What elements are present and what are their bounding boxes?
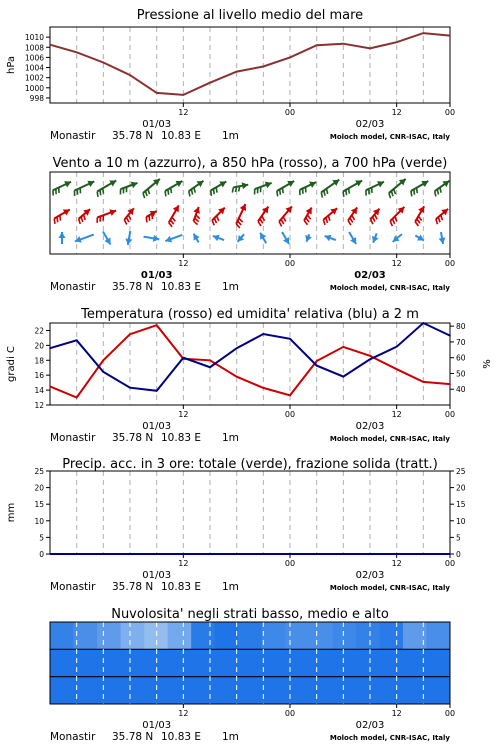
wind-panel bbox=[50, 156, 455, 293]
y-tick-label-right: 60 bbox=[456, 353, 466, 363]
wind-barb bbox=[143, 193, 145, 198]
y-tick-label: 0 bbox=[39, 550, 44, 559]
date-label: 01/03 bbox=[142, 720, 172, 731]
wind-barb bbox=[171, 188, 172, 193]
cloud-cell bbox=[379, 649, 403, 677]
cloud-cell bbox=[285, 677, 309, 705]
cloud-cell bbox=[238, 649, 262, 677]
wind-barb bbox=[217, 216, 219, 221]
humidity-line-point bbox=[263, 333, 265, 335]
wind-barb bbox=[57, 217, 58, 222]
y-tick-label: 1006 bbox=[24, 53, 44, 63]
wind-barb bbox=[260, 219, 263, 224]
y-tick-label-right: 5 bbox=[456, 533, 461, 543]
wind-barb bbox=[211, 191, 212, 196]
cloud-cell bbox=[285, 649, 309, 677]
y-axis-label-right: % bbox=[482, 359, 493, 369]
y-tick-label-right: 40 bbox=[456, 385, 466, 395]
chart-title: Pressione al livello medio del mare bbox=[136, 8, 364, 23]
station-latitude: 35.78 N bbox=[112, 130, 154, 142]
date-label: 02/03 bbox=[355, 119, 385, 130]
model-credit: Moloch model, CNR-ISAC, Italy bbox=[329, 133, 450, 141]
station-name: Monastir bbox=[50, 130, 96, 142]
wind-barb bbox=[232, 187, 233, 192]
cloud-cell bbox=[50, 622, 74, 650]
wind-barb bbox=[196, 215, 200, 219]
wind-barb bbox=[79, 219, 81, 224]
station-latitude: 35.78 N bbox=[112, 281, 154, 293]
x-tick-label: 12 bbox=[178, 259, 189, 268]
station-elevation: 1m bbox=[222, 432, 239, 444]
x-tick-label: 12 bbox=[391, 709, 402, 718]
wind-barb bbox=[97, 192, 98, 197]
wind-barb bbox=[195, 218, 199, 222]
wind-barb bbox=[418, 216, 421, 220]
humidity-line-point bbox=[129, 387, 131, 389]
cloud-cell bbox=[144, 649, 168, 677]
y-tick-label-right: 70 bbox=[456, 337, 466, 347]
cloud-cell bbox=[144, 622, 168, 650]
wind-barb bbox=[84, 215, 86, 220]
temperature-line bbox=[50, 325, 450, 397]
x-tick-label: 00 bbox=[284, 259, 296, 268]
temperature-line-point bbox=[76, 397, 78, 399]
wind-barb bbox=[165, 191, 166, 196]
date-label: 02/03 bbox=[354, 270, 386, 281]
humidity-line-point bbox=[49, 347, 51, 349]
cloud-cell bbox=[238, 622, 262, 650]
wind-barb bbox=[189, 191, 190, 196]
temperature-humidity-panel bbox=[6, 307, 493, 444]
wind-barb bbox=[239, 186, 240, 191]
station-name: Monastir bbox=[50, 432, 96, 444]
temperature-line-point bbox=[316, 360, 318, 362]
wind-barb bbox=[307, 215, 310, 219]
pressure-line-point bbox=[396, 41, 398, 43]
temperature-line-point bbox=[343, 346, 345, 348]
x-tick-label: 00 bbox=[284, 108, 296, 117]
y-tick-label: 22 bbox=[34, 326, 44, 336]
pressure-line-point bbox=[236, 71, 238, 73]
pressure-line-point bbox=[103, 62, 105, 64]
wind-barb bbox=[372, 217, 375, 222]
wind-barb bbox=[323, 220, 325, 225]
y-tick-label: 10 bbox=[34, 516, 44, 526]
x-tick-label: 00 bbox=[284, 709, 296, 718]
x-tick-label: 00 bbox=[284, 559, 296, 568]
wind-barb bbox=[436, 219, 438, 224]
wind-barb bbox=[441, 215, 443, 220]
x-tick-label: 12 bbox=[178, 410, 189, 419]
wind-barb bbox=[238, 221, 242, 225]
humidity-line-point bbox=[209, 366, 211, 368]
y-tick-label: 18 bbox=[34, 356, 44, 366]
temperature-line-point bbox=[129, 333, 131, 335]
wind-barb bbox=[282, 188, 283, 193]
wind-barb bbox=[103, 188, 104, 193]
wind-barb bbox=[348, 221, 351, 226]
temperature-line-point bbox=[369, 355, 371, 357]
cloud-cell bbox=[379, 622, 403, 650]
wind-barb bbox=[390, 221, 392, 226]
cloud-cell bbox=[215, 677, 239, 705]
wind-barb bbox=[417, 219, 420, 223]
station-latitude: 35.78 N bbox=[112, 432, 154, 444]
temperature-line-point bbox=[396, 368, 398, 370]
cloud-cell bbox=[332, 622, 356, 650]
cloud-cell bbox=[144, 677, 168, 705]
cloud-cell bbox=[426, 649, 450, 677]
wind-barb bbox=[277, 191, 278, 196]
cloud-cell bbox=[50, 677, 74, 705]
wind-barb bbox=[258, 221, 261, 226]
wind-barb bbox=[350, 218, 353, 223]
humidity-line-point bbox=[76, 340, 78, 342]
station-longitude: 10.83 E bbox=[161, 731, 202, 743]
cloud-cell bbox=[332, 649, 356, 677]
pressure-line-point bbox=[423, 32, 425, 34]
station-name: Monastir bbox=[50, 581, 96, 593]
wind-barb bbox=[194, 187, 195, 192]
cloud-cell bbox=[262, 622, 286, 650]
y-tick-label-right: 15 bbox=[456, 500, 466, 510]
temperature-line-point bbox=[236, 376, 238, 378]
y-tick-label-right: 50 bbox=[456, 369, 466, 379]
cloud-cell bbox=[168, 622, 192, 650]
wind-barb bbox=[346, 190, 347, 195]
y-tick-label: 1000 bbox=[24, 83, 44, 93]
cloud-cell bbox=[309, 622, 333, 650]
wind-barb bbox=[283, 217, 286, 222]
date-label: 02/03 bbox=[355, 421, 385, 432]
cloud-cell bbox=[309, 649, 333, 677]
date-label: 01/03 bbox=[142, 421, 172, 432]
x-tick-label: 00 bbox=[444, 559, 456, 568]
pressure-line-point bbox=[129, 74, 131, 76]
humidity-line-point bbox=[423, 322, 425, 324]
wind-barb bbox=[343, 192, 344, 197]
temperature-line-point bbox=[423, 381, 425, 383]
cloud-cell bbox=[191, 622, 215, 650]
pressure-line bbox=[50, 33, 450, 95]
station-latitude: 35.78 N bbox=[112, 731, 154, 743]
wind-barb bbox=[440, 187, 441, 192]
temperature-line-point bbox=[103, 359, 105, 361]
wind-barb bbox=[60, 215, 61, 220]
station-longitude: 10.83 E bbox=[161, 130, 202, 142]
humidity-line-point bbox=[156, 390, 158, 392]
date-label: 01/03 bbox=[140, 270, 173, 281]
humidity-line-point bbox=[396, 346, 398, 348]
wind-barb bbox=[370, 219, 373, 224]
x-tick-label: 00 bbox=[444, 709, 456, 718]
chart-title: Vento a 10 m (azzurro), a 850 hPa (rosso), a 700 hPa (verde) bbox=[52, 156, 448, 171]
pressure-line-point bbox=[76, 52, 78, 54]
station-name: Monastir bbox=[50, 731, 96, 743]
wind-barb bbox=[214, 218, 216, 223]
wind-arrow-head bbox=[59, 232, 66, 238]
pressure-line-point bbox=[263, 66, 265, 68]
wind-barb bbox=[352, 215, 355, 220]
precipitation-line-point bbox=[49, 553, 51, 555]
precipitation-panel bbox=[6, 457, 466, 593]
wind-barb bbox=[100, 190, 101, 195]
wind-barb bbox=[170, 220, 173, 224]
date-label: 01/03 bbox=[142, 570, 172, 581]
model-credit: Moloch model, CNR-ISAC, Italy bbox=[329, 284, 450, 292]
y-axis-label: mm bbox=[6, 502, 17, 523]
y-tick-label: 15 bbox=[34, 500, 44, 510]
cloud-cell bbox=[97, 622, 121, 650]
wind-barb bbox=[391, 191, 393, 196]
humidity-line-point bbox=[343, 376, 345, 378]
y-tick-label: 20 bbox=[34, 341, 44, 351]
y-tick-label-right: 80 bbox=[456, 322, 466, 332]
cloud-cell bbox=[426, 677, 450, 705]
wind-barb bbox=[169, 223, 172, 227]
humidity-line-point bbox=[316, 365, 318, 367]
chart-title: Nuvolosita' negli strati basso, medio e alto bbox=[111, 607, 389, 622]
wind-barb bbox=[216, 187, 217, 192]
humidity-line bbox=[50, 323, 450, 391]
date-label: 02/03 bbox=[355, 570, 385, 581]
wind-barb bbox=[414, 189, 415, 194]
station-longitude: 10.83 E bbox=[161, 581, 202, 593]
wind-barb bbox=[321, 192, 322, 197]
pressure-line-point bbox=[183, 94, 185, 96]
cloud-cell bbox=[285, 622, 309, 650]
wind-barb bbox=[149, 215, 150, 220]
y-tick-label-right: 10 bbox=[456, 516, 466, 526]
precipitation-line-point bbox=[449, 553, 451, 555]
x-tick-label: 12 bbox=[391, 559, 402, 568]
cloud-cell bbox=[50, 649, 74, 677]
pressure-panel bbox=[6, 8, 455, 142]
panel-frame bbox=[50, 471, 450, 554]
cloud-cell bbox=[379, 677, 403, 705]
wind-barb bbox=[152, 214, 153, 219]
station-elevation: 1m bbox=[222, 581, 239, 593]
cloud-cell bbox=[356, 677, 380, 705]
humidity-line-point bbox=[103, 371, 105, 373]
humidity-line-point bbox=[236, 347, 238, 349]
wind-barb bbox=[328, 216, 330, 221]
cloud-cell bbox=[121, 622, 145, 650]
station-latitude: 35.78 N bbox=[112, 581, 154, 593]
y-tick-label: 14 bbox=[34, 386, 44, 396]
humidity-line-point bbox=[449, 335, 451, 337]
temperature-line-point bbox=[49, 386, 51, 388]
wind-barb bbox=[375, 214, 378, 219]
wind-barb bbox=[326, 189, 327, 194]
y-tick-label: 20 bbox=[34, 483, 44, 493]
y-axis-label-left: gradi C bbox=[6, 346, 17, 382]
cloud-cell bbox=[191, 649, 215, 677]
wind-barb bbox=[168, 189, 169, 194]
wind-barb bbox=[212, 220, 214, 225]
y-tick-label-right: 20 bbox=[456, 483, 466, 493]
cloud-cell bbox=[215, 649, 239, 677]
station-elevation: 1m bbox=[222, 130, 239, 142]
chart-title: Precip. acc. in 3 ore: totale (verde), frazione solida (tratt.) bbox=[62, 457, 438, 472]
station-longitude: 10.83 E bbox=[161, 281, 202, 293]
humidity-line-point bbox=[369, 358, 371, 360]
humidity-line-point bbox=[183, 357, 185, 359]
x-tick-label: 12 bbox=[178, 559, 189, 568]
y-tick-label: 25 bbox=[34, 467, 44, 476]
station-elevation: 1m bbox=[222, 281, 239, 293]
x-tick-label: 12 bbox=[391, 410, 402, 419]
pressure-line-point bbox=[209, 82, 211, 84]
y-tick-label: 12 bbox=[34, 401, 44, 410]
wind-barb bbox=[81, 217, 83, 222]
y-tick-label: 1004 bbox=[24, 63, 44, 73]
wind-barb bbox=[239, 218, 243, 222]
cloud-cell bbox=[191, 677, 215, 705]
pressure-line-point bbox=[49, 44, 51, 46]
model-credit: Moloch model, CNR-ISAC, Italy bbox=[329, 584, 450, 592]
wind-barb bbox=[146, 217, 147, 222]
cloud-cell bbox=[262, 649, 286, 677]
date-label: 01/03 bbox=[142, 119, 172, 130]
wind-barb bbox=[304, 220, 307, 224]
wind-barb bbox=[194, 221, 198, 225]
pressure-line-point bbox=[369, 47, 371, 49]
x-tick-label: 12 bbox=[391, 108, 402, 117]
wind-barb bbox=[172, 217, 175, 221]
wind-barb bbox=[392, 219, 394, 224]
wind-barb bbox=[349, 188, 350, 193]
cloud-cell bbox=[238, 677, 262, 705]
y-tick-label-right: 0 bbox=[456, 550, 461, 559]
cloud-cell bbox=[168, 677, 192, 705]
cloud-cell bbox=[168, 649, 192, 677]
pressure-line-point bbox=[449, 35, 451, 37]
pressure-line-point bbox=[156, 92, 158, 94]
model-credit: Moloch model, CNR-ISAC, Italy bbox=[329, 734, 450, 742]
x-tick-label: 00 bbox=[444, 259, 456, 268]
cloud-cell bbox=[97, 649, 121, 677]
wind-barb bbox=[280, 189, 281, 194]
wind-barb bbox=[389, 193, 391, 198]
wind-barb bbox=[54, 219, 55, 224]
temperature-line-point bbox=[449, 383, 451, 385]
panel-frame bbox=[50, 323, 450, 405]
x-tick-label: 12 bbox=[391, 259, 402, 268]
y-tick-label: 1008 bbox=[24, 43, 44, 53]
wind-barb bbox=[415, 222, 418, 226]
y-tick-label: 1010 bbox=[24, 33, 44, 43]
cloud-cell bbox=[97, 677, 121, 705]
wind-barb bbox=[213, 189, 214, 194]
cloud-cell bbox=[356, 649, 380, 677]
y-tick-label: 5 bbox=[39, 533, 44, 543]
station-longitude: 10.83 E bbox=[161, 432, 202, 444]
x-tick-label: 12 bbox=[178, 108, 189, 117]
wind-barb bbox=[306, 218, 309, 222]
wind-barb bbox=[394, 189, 396, 194]
wind-barb bbox=[191, 189, 192, 194]
date-label: 02/03 bbox=[355, 720, 385, 731]
humidity-line-point bbox=[289, 338, 291, 340]
wind-barb bbox=[435, 191, 436, 196]
cloud-cell bbox=[332, 677, 356, 705]
y-tick-label: 998 bbox=[29, 93, 44, 103]
temperature-line-point bbox=[263, 387, 265, 389]
wind-barb bbox=[235, 187, 236, 192]
cloud-cover-panel bbox=[50, 607, 455, 743]
wind-barb bbox=[411, 191, 412, 196]
wind-barb bbox=[438, 217, 440, 222]
cloud-cell bbox=[356, 622, 380, 650]
wind-barb bbox=[126, 217, 129, 222]
chart-title: Temperatura (rosso) ed umidita' relativa (blu) a 2 m bbox=[81, 307, 419, 322]
wind-barb bbox=[148, 189, 150, 194]
pressure-line-point bbox=[316, 44, 318, 46]
cloud-cell bbox=[215, 622, 239, 650]
pressure-line-point bbox=[343, 43, 345, 45]
y-tick-label-right: 25 bbox=[456, 467, 466, 476]
temperature-line-point bbox=[289, 395, 291, 397]
wind-barb bbox=[417, 188, 418, 193]
model-credit: Moloch model, CNR-ISAC, Italy bbox=[329, 435, 450, 443]
x-tick-label: 00 bbox=[444, 410, 456, 419]
y-axis-label: hPa bbox=[6, 55, 17, 75]
temperature-line-point bbox=[209, 359, 211, 361]
cloud-cell bbox=[309, 677, 333, 705]
temperature-line-point bbox=[156, 324, 158, 326]
cloud-cell bbox=[426, 622, 450, 650]
y-tick-label: 16 bbox=[34, 371, 44, 381]
cloud-cell bbox=[121, 677, 145, 705]
wind-barb bbox=[326, 218, 328, 223]
wind-barb bbox=[124, 220, 127, 225]
wind-barb bbox=[128, 215, 131, 220]
wind-barb bbox=[145, 191, 147, 196]
y-tick-label: 1002 bbox=[24, 73, 44, 83]
station-elevation: 1m bbox=[222, 731, 239, 743]
x-tick-label: 00 bbox=[444, 108, 456, 117]
wind-barb bbox=[324, 190, 325, 195]
wind-barb bbox=[279, 222, 282, 227]
x-tick-label: 12 bbox=[178, 709, 189, 718]
cloud-cell bbox=[262, 677, 286, 705]
x-tick-label: 00 bbox=[284, 410, 296, 419]
station-name: Monastir bbox=[50, 281, 96, 293]
wind-barb bbox=[437, 189, 438, 194]
cloud-cell bbox=[121, 649, 145, 677]
wind-barb bbox=[281, 219, 284, 224]
pressure-line-point bbox=[289, 57, 291, 59]
